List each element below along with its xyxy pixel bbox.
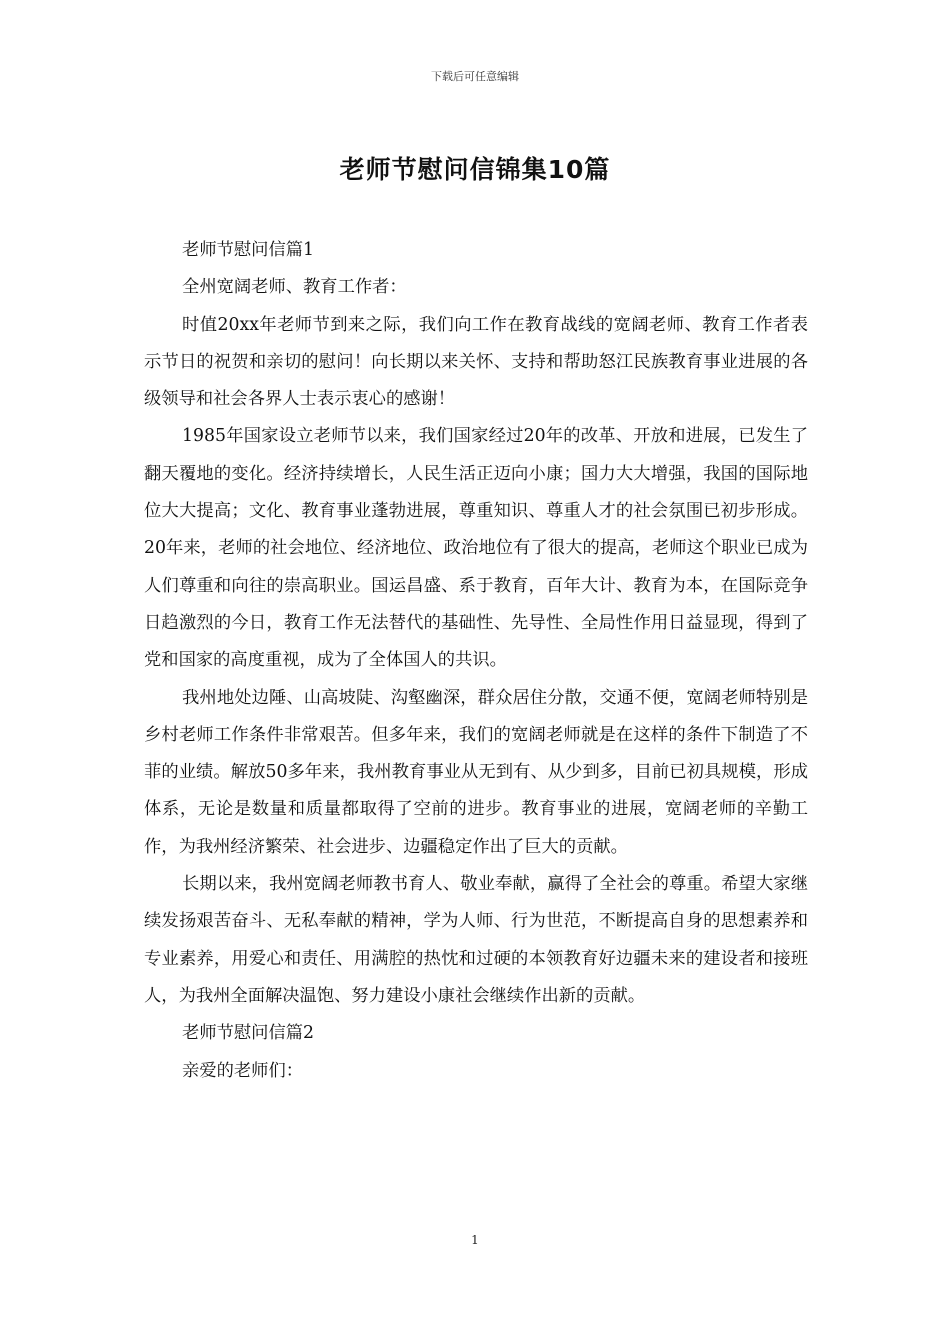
document-title: 老师节慰问信锦集10篇 (339, 155, 611, 184)
section-heading-2: 老师节慰问信篇2 (182, 1023, 315, 1044)
paragraph: 1985年国家设立老师节以来，我们国家经过20年的改革、开放和进展，已发生了翻天覆地的变化。经济持续增长，人民生活正迈向小康；国力大大增强，我国的国际地位大大提高；文化、教育事业蓬勃进展，尊重知识、尊重人才的社会氛围已初步形成。20年来，老师的社会地位、经济地位、政治地位有了很大的提高，老师这个职业已成为人们尊重和向往的崇高职业。国运昌盛、系于教育，百年大计、教育为本，在国际竞争日趋激烈的今日，教育工作无法替代的基础性、先导性、全局性作用日益显现，得到了党和国家的高度重视，成为了全体国人的共识。 (144, 426, 808, 671)
document-body (144, 232, 808, 1090)
section-heading-1: 老师节慰问信篇1 (182, 240, 315, 260)
paragraph: 我州地处边陲、山高坡陡、沟壑幽深，群众居住分散，交通不便，宽阔老师特别是乡村老师工作条件非常艰苦。但多年来，我们的宽阔老师就是在这样的条件下制造了不菲的业绩。解放50多年来，我州教育事业从无到有、从少到多，目前已初具规模，形成体系，无论是数量和质量都取得了空前的进步。教育事业的进展，宽阔老师的辛勤工作，为我州经济繁荣、社会进步、边疆稳定作出了巨大的贡献。 (144, 687, 808, 857)
page-number: 1 (471, 1233, 479, 1247)
salutation-1: 全州宽阔老师、教育工作者： (182, 277, 407, 298)
salutation-2: 亲爱的老师们： (182, 1060, 304, 1081)
header-note: 下载后可任意编辑 (431, 70, 519, 83)
paragraph: 时值20xx年老师节到来之际，我们向工作在教育战线的宽阔老师、教育工作者表示节日的祝贺和亲切的慰问！向长期以来关怀、支持和帮助怒江民族教育事业进展的各级领导和社会各界人士表示衷心的感谢！ (144, 314, 808, 410)
paragraph: 长期以来，我州宽阔老师教书育人、敬业奉献，赢得了全社会的尊重。希望大家继续发扬艰苦奋斗、无私奉献的精神，学为人师、行为世范，不断提高自身的思想素养和专业素养，用爱心和责任、用满腔的热忱和过硬的本领教育好边疆未来的建设者和接班人，为我州全面解决温饱、努力建设小康社会继续作出新的贡献。 (144, 874, 808, 1006)
